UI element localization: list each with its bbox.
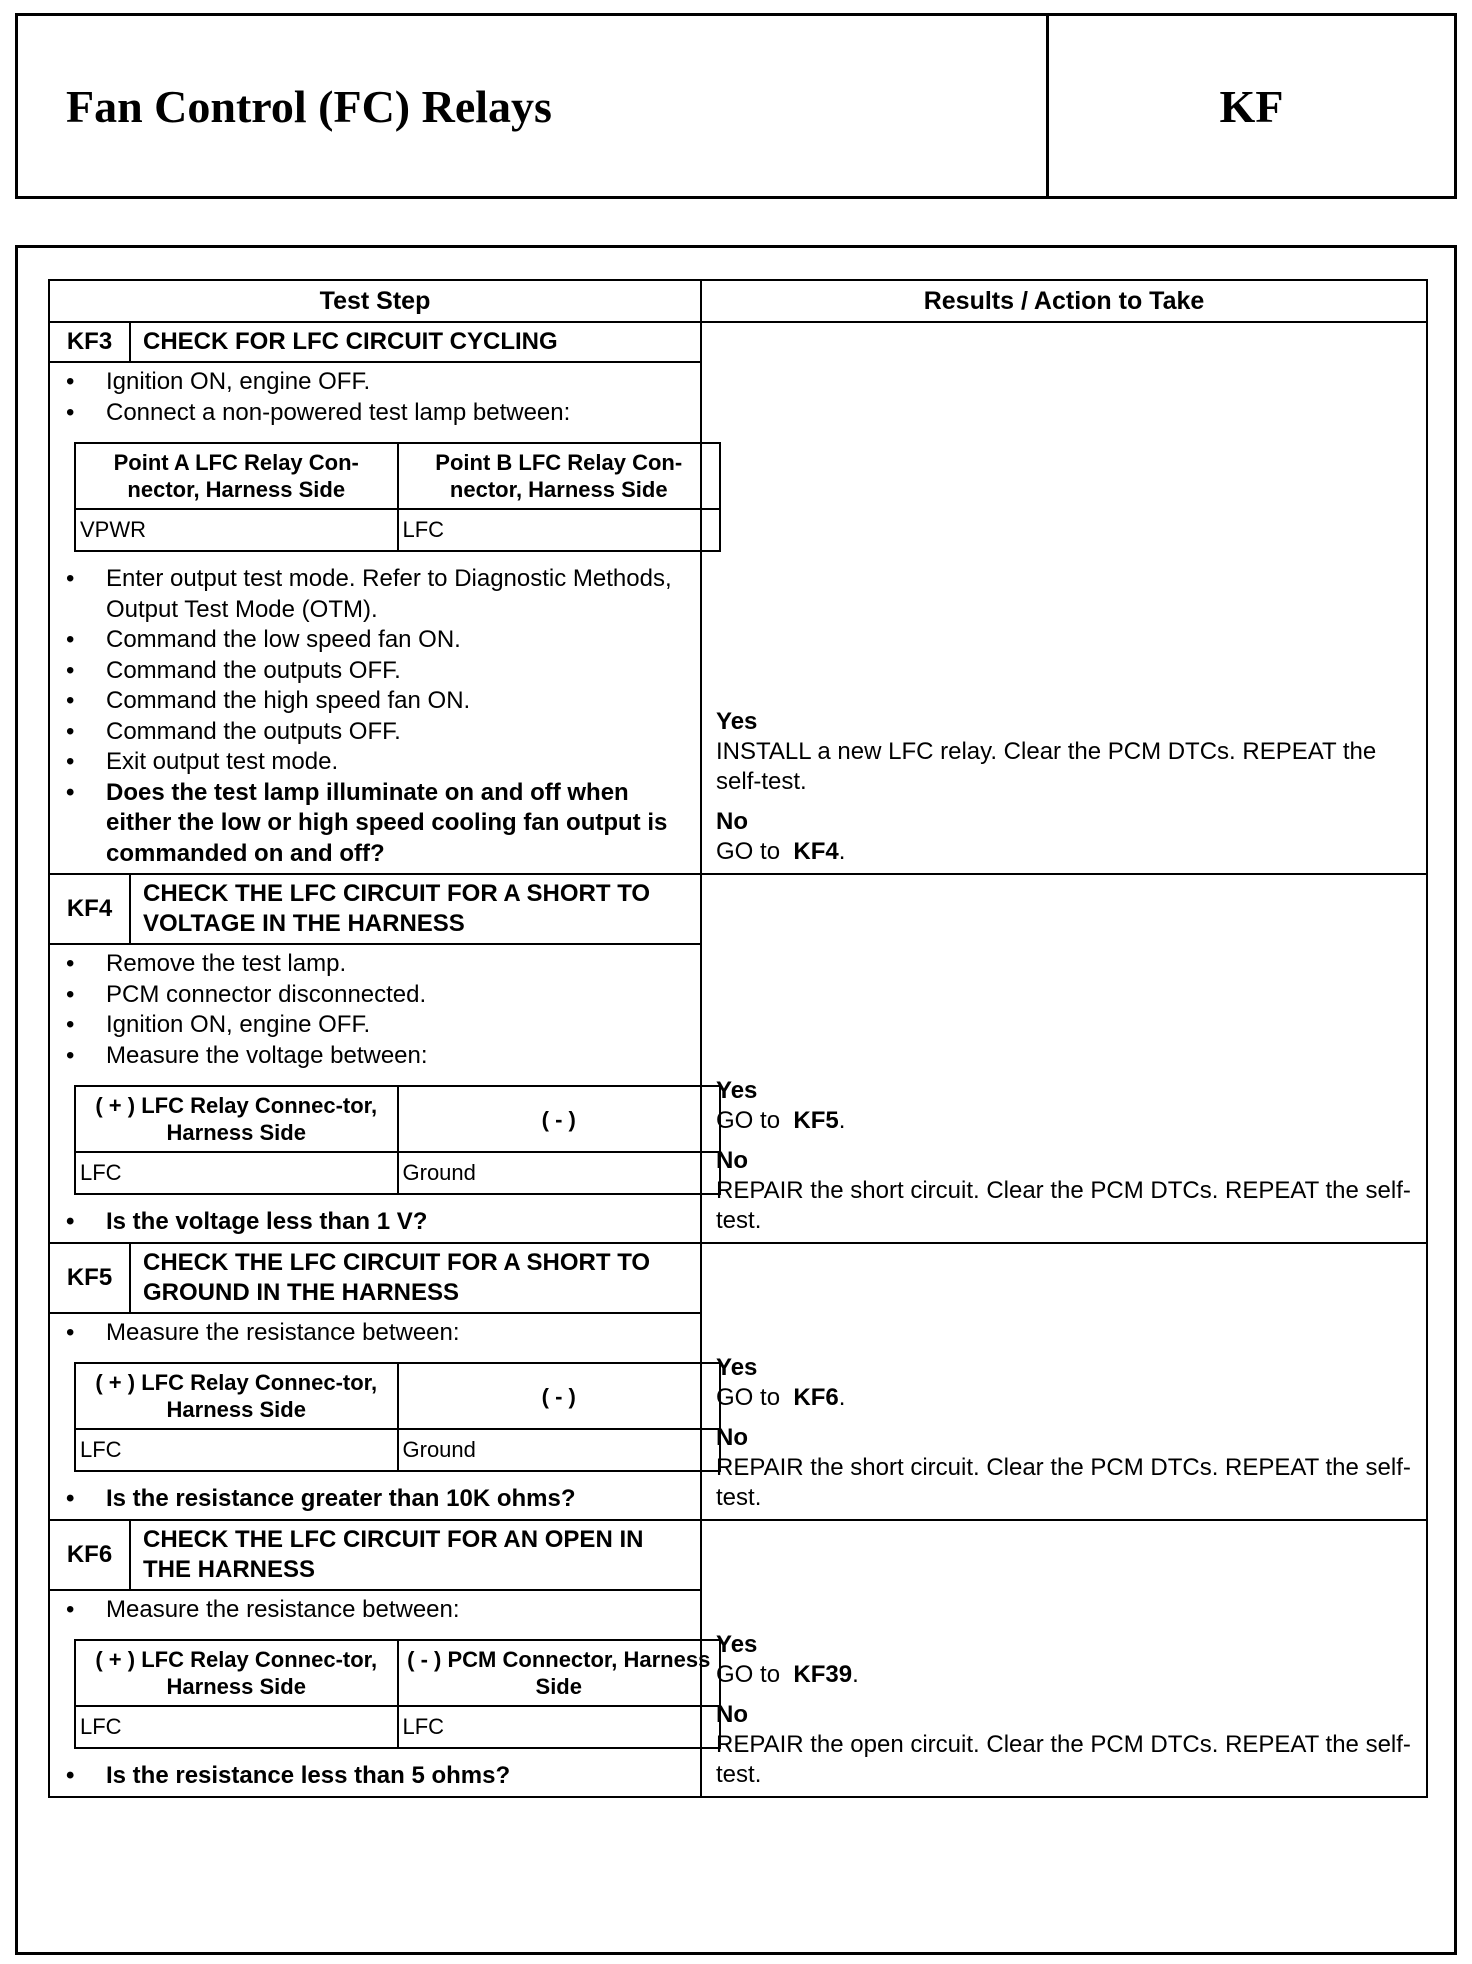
yes-label: Yes — [716, 708, 758, 735]
no-action: REPAIR the short circuit. Clear the PCM DTCs. REPEAT the self-test. — [716, 1453, 1411, 1511]
step-results — [701, 322, 1427, 874]
table-header-negative: ( - ) — [398, 1086, 721, 1152]
step-body — [49, 944, 701, 1243]
list-item: • Measure the resistance between: — [106, 1595, 688, 1626]
list-item: • Remove the test lamp. — [106, 949, 688, 980]
table-cell: VPWR — [75, 509, 398, 551]
list-item: • Command the high speed fan ON. — [106, 686, 688, 717]
step-header-row — [49, 874, 1427, 944]
table-header-negative: ( - ) — [398, 1363, 721, 1429]
list-item: • Command the outputs OFF. — [106, 656, 688, 687]
table-cell: LFC — [75, 1706, 398, 1748]
list-item: • Ignition ON, engine OFF. — [106, 367, 688, 398]
step-body — [49, 1590, 711, 1797]
step-body — [49, 362, 701, 874]
list-item: • Measure the resistance between: — [106, 1318, 688, 1349]
step-title: CHECK THE LFC CIRCUIT FOR A SHORT TO GROUND IN THE HARNESS — [130, 1243, 701, 1313]
measurement-table — [74, 442, 721, 552]
list-item: • Command the outputs OFF. — [106, 717, 688, 748]
no-action: REPAIR the open circuit. Clear the PCM DTCs. REPEAT the self-test. — [716, 1730, 1411, 1788]
table-cell: LFC — [398, 1706, 721, 1748]
no-label: No — [716, 1146, 749, 1174]
table-header-negative: ( - ) PCM Connector, Harness Side — [398, 1640, 721, 1706]
table-cell: LFC — [75, 1152, 398, 1194]
step-question: • Is the resistance greater than 10K ohms? — [106, 1484, 688, 1515]
list-item: • Ignition ON, engine OFF. — [106, 1010, 688, 1041]
page-header — [15, 13, 1457, 199]
table-header-point-a: Point A LFC Relay Con-nector, Harness Side — [75, 443, 398, 509]
page-title: Fan Control (FC) Relays — [18, 16, 1049, 196]
table-header-positive: ( + ) LFC Relay Connec-tor, Harness Side — [75, 1640, 398, 1706]
step-question: • Is the resistance less than 5 ohms? — [106, 1761, 688, 1792]
step-reference: KF39 — [793, 1660, 853, 1688]
table-header-positive: ( + ) LFC Relay Connec-tor, Harness Side — [75, 1086, 398, 1152]
step-results — [701, 874, 1427, 1243]
table-header-positive: ( + ) LFC Relay Connec-tor, Harness Side — [75, 1363, 398, 1429]
step-id: KF5 — [49, 1243, 130, 1313]
step-header-row — [49, 1243, 1427, 1313]
list-item: • Measure the voltage between: — [106, 1041, 688, 1072]
no-action: GO to KF4. — [716, 838, 846, 865]
no-label: No — [716, 808, 749, 835]
measurement-table — [74, 1362, 721, 1472]
list-item: • Connect a non-powered test lamp between: — [106, 398, 688, 429]
step-id: KF4 — [49, 874, 130, 944]
no-action: REPAIR the short circuit. Clear the PCM DTCs. REPEAT the self-test. — [716, 1176, 1411, 1234]
test-step-table — [48, 279, 1428, 1798]
step-header-row — [49, 1520, 1427, 1590]
list-item: • Enter output test mode. Refer to Diagnostic Methods, Output Test Mode (OTM). — [106, 564, 688, 625]
step-title: CHECK FOR LFC CIRCUIT CYCLING — [130, 322, 701, 362]
step-id: KF3 — [49, 322, 130, 362]
step-reference: KF5 — [793, 1106, 839, 1134]
list-item: • Command the low speed fan ON. — [106, 625, 688, 656]
table-header-point-b: Point B LFC Relay Con-nector, Harness Side — [398, 443, 721, 509]
list-item: • PCM connector disconnected. — [106, 980, 688, 1011]
yes-action: GO to KF39. — [716, 1660, 859, 1688]
measurement-table — [74, 1085, 721, 1195]
step-reference: KF6 — [793, 1383, 839, 1411]
step-body — [49, 1313, 701, 1520]
yes-action: GO to KF5. — [716, 1106, 846, 1134]
step-question: • Does the test lamp illuminate on and off when either the low or high speed cooling fan output is commanded on and off? — [106, 778, 688, 870]
yes-label: Yes — [716, 1076, 758, 1104]
step-results — [701, 1520, 1427, 1797]
section-code: KF — [1219, 80, 1284, 132]
table-cell: LFC — [75, 1429, 398, 1471]
list-item: • Exit output test mode. — [106, 747, 688, 778]
yes-label: Yes — [716, 1630, 758, 1658]
no-label: No — [716, 1423, 749, 1451]
step-title: CHECK THE LFC CIRCUIT FOR AN OPEN IN THE HARNESS — [130, 1520, 701, 1590]
measurement-table — [74, 1639, 721, 1749]
yes-action: INSTALL a new LFC relay. Clear the PCM DTCs. REPEAT the self-test. — [716, 738, 1377, 795]
table-cell: LFC — [398, 509, 721, 551]
step-title: CHECK THE LFC CIRCUIT FOR A SHORT TO VOLTAGE IN THE HARNESS — [130, 874, 701, 944]
column-header-test-step: Test Step — [49, 280, 701, 322]
table-cell: Ground — [398, 1152, 721, 1194]
step-header-row — [49, 322, 1427, 362]
yes-action: GO to KF6. — [716, 1383, 846, 1411]
step-results — [701, 1243, 1427, 1520]
step-reference: KF4 — [793, 838, 839, 865]
yes-label: Yes — [716, 1353, 758, 1381]
column-header-results: Results / Action to Take — [701, 280, 1427, 322]
no-label: No — [716, 1700, 749, 1728]
step-question: • Is the voltage less than 1 V? — [106, 1207, 688, 1238]
step-id: KF6 — [49, 1520, 130, 1590]
table-cell: Ground — [398, 1429, 721, 1471]
